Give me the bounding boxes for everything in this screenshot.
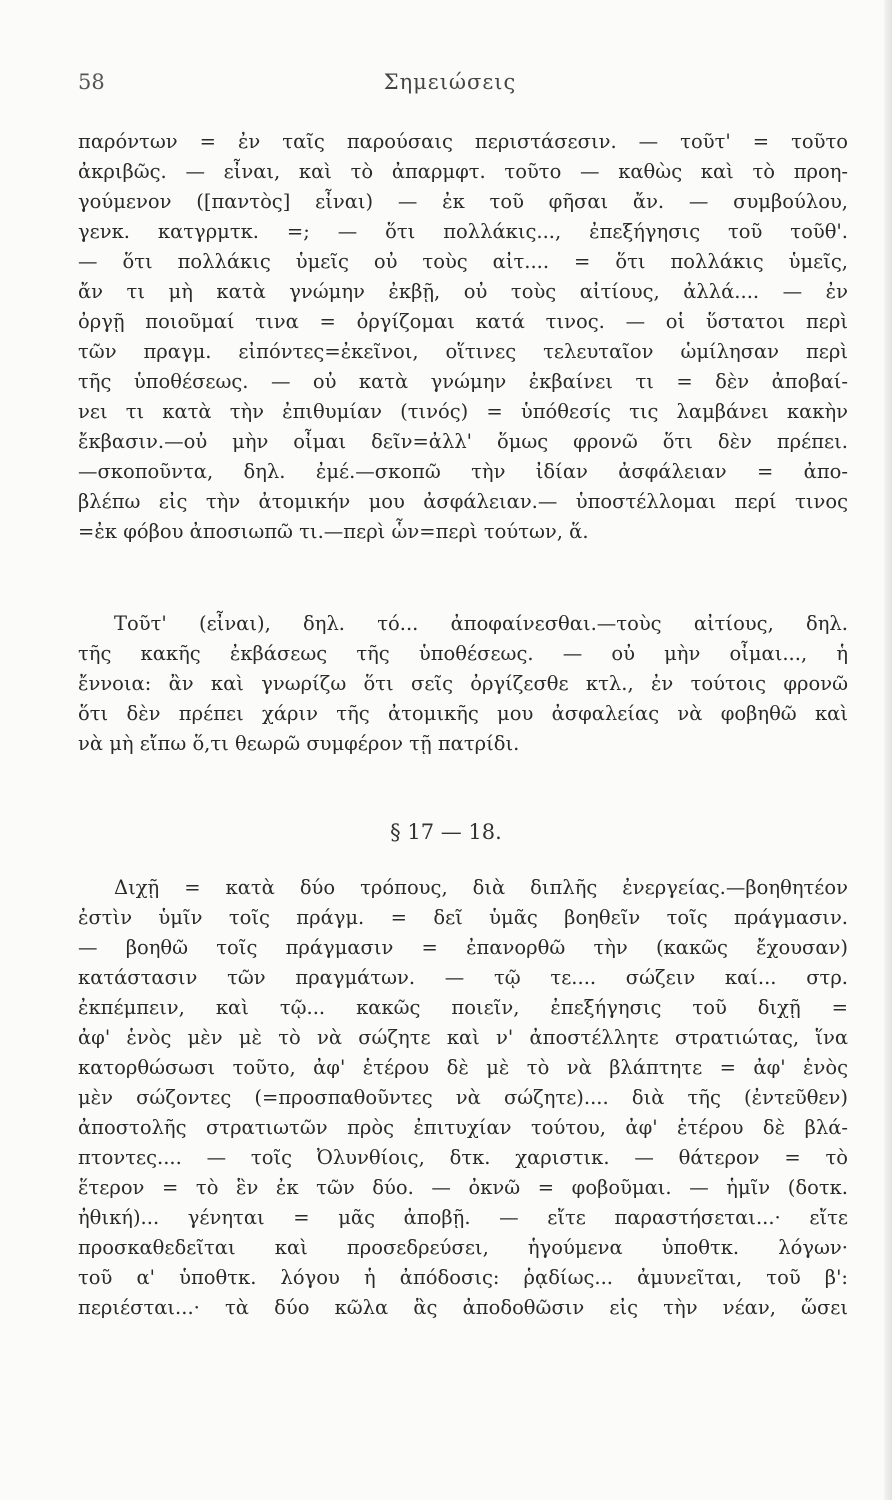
text-line: γούμενον ([παντὸς] εἶναι) — ἐκ τοῦ φῆσαι ἄν. — συμβούλου, [78,190,848,213]
text-line: πτοντες.... — τοῖς Ὀλυνθίοις, δτκ. χαριστικ. — θάτερον = τὸ [78,1146,848,1169]
text-line: νὰ μὴ εἴπω ὅ,τι θεωρῶ συμφέρον τῇ πατρίδι. [78,732,520,755]
text-line: βλέπω εἰς τὴν ἀτομικήν μου ἀσφάλειαν.— ὑποστέλλομαι περί τινος [78,490,848,513]
text-line: =ἐκ φόβου ἀποσιωπῶ τι.—περὶ ὧν=περὶ τούτων, ἅ. [78,520,589,543]
page-header [78,70,822,106]
text-line: παρόντων = ἐν ταῖς παρούσαις περιστάσεσιν. — τοῦτ' = τοῦτο [78,130,848,153]
text-line: γενκ. κατγρμτκ. =; — ὅτι πολλάκις..., ἐπεξήγησις τοῦ τοῦθ'. [78,220,848,243]
text-line: Διχῇ = κατὰ δύο τρόπους, διὰ διπλῆς ἐνεργείας.—βοηθητέον [114,876,848,899]
text-line: ὅτι δὲν πρέπει χάριν τῆς ἀτομικῆς μου ἀσφαλείας νὰ φοβηθῶ καὶ [78,702,848,725]
text-line: περιέσται...· τὰ δύο κῶλα ἃς ἀποδοθῶσιν εἰς τὴν νέαν, ὥσει [78,1296,848,1319]
page-number: 58 [78,70,105,94]
text-line: μὲν σώζοντες (=προσπαθοῦντες νὰ σώζητε).... διὰ τῆς (ἐντεῦθεν) [78,1086,848,1109]
text-line: ἀποστολῆς στρατιωτῶν πρὸς ἐπιτυχίαν τούτου, ἀφ' ἑτέρου δὲ βλά- [78,1116,848,1139]
text-line: ἕτερον = τὸ ἓν ἐκ τῶν δύο. — ὀκνῶ = φοβοῦμαι. — ἡμῖν (δοτκ. [78,1176,848,1199]
text-line: ἐκπέμπειν, καὶ τῷ... κακῶς ποιεῖν, ἐπεξήγησις τοῦ διχῇ = [78,996,848,1019]
section-heading: § 17 — 18. [390,820,502,844]
text-line: κατορθώσωσι τοῦτο, ἀφ' ἑτέρου δὲ μὲ τὸ νὰ βλάπτητε = ἀφ' ἑνὸς [78,1056,848,1079]
text-line: τῶν πραγμ. εἰπόντες=ἐκεῖνοι, οἵτινες τελευταῖον ὡμίλησαν περὶ [78,340,848,363]
text-line: ἄν τι μὴ κατὰ γνώμην ἐκβῇ, οὐ τοὺς αἰτίους, ἀλλά.... — ἐν [78,280,848,303]
text-line: νει τι κατὰ τὴν ἐπιθυμίαν (τινός) = ὑπόθεσίς τις λαμβάνει κακὴν [78,400,848,423]
text-line: — βοηθῶ τοῖς πράγμασιν = ἐπανορθῶ τὴν (κακῶς ἔχουσαν) [78,936,848,959]
text-line: κατάστασιν τῶν πραγμάτων. — τῷ τε.... σώζειν καί... στρ. [78,966,848,989]
text-line: ἔννοια: ἂν καὶ γνωρίζω ὅτι σεῖς ὀργίζεσθε κτλ., ἐν τούτοις φρονῶ [78,672,848,695]
text-line: — ὅτι πολλάκις ὑμεῖς οὐ τοὺς αἰτ.... = ὅτι πολλάκις ὑμεῖς, [78,250,848,273]
text-line: ὀργῇ ποιοῦμαί τινα = ὀργίζομαι κατά τινος. — οἱ ὕστατοι περὶ [78,310,848,333]
paragraph-2 [78,609,848,759]
text-line: ἐστὶν ὑμῖν τοῖς πράγμ. = δεῖ ὑμᾶς βοηθεῖν τοῖς πράγμασιν. [78,906,848,929]
text-line: ἀκριβῶς. — εἶναι, καὶ τὸ ἀπαρμφτ. τοῦτο — καθὼς καὶ τὸ προη- [78,160,848,183]
paragraph-1 [78,127,848,547]
text-line: Τοῦτ' (εἶναι), δηλ. τό... ἀποφαίνεσθαι.—τοὺς αἰτίους, δηλ. [114,612,848,635]
text-line: τῆς κακῆς ἐκβάσεως τῆς ὑποθέσεως. — οὐ μὴν οἶμαι..., ἡ [78,642,848,665]
text-line: προσκαθεδεῖται καὶ προσεδρεύσει, ἡγούμενα ὑποθτκ. λόγων· [78,1236,848,1259]
paragraph-3 [78,873,848,1323]
running-head: Σημειώσεις [383,70,517,94]
page-spine-shadow [884,0,892,1500]
text-line: τοῦ α' ὑποθτκ. λόγου ἡ ἀπόδοσις: ῥᾳδίως... ἀμυνεῖται, τοῦ β': [78,1266,848,1289]
text-line: ἠθική)... γένηται = μᾶς ἀποβῇ. — εἴτε παραστήσεται...· εἴτε [78,1206,848,1229]
text-line: —σκοποῦντα, δηλ. ἐμέ.—σκοπῶ τὴν ἰδίαν ἀσφάλειαν = ἀπο- [78,460,848,483]
text-line: ἀφ' ἑνὸς μὲν μὲ τὸ νὰ σώζητε καὶ ν' ἀποστέλλητε στρατιώτας, ἵνα [78,1026,848,1049]
text-line: τῆς ὑποθέσεως. — οὐ κατὰ γνώμην ἐκβαίνει τι = δὲν ἀποβαί- [78,370,848,393]
text-line: ἔκβασιν.—οὐ μὴν οἶμαι δεῖν=ἀλλ' ὅμως φρονῶ ὅτι δὲν πρέπει. [78,430,848,453]
